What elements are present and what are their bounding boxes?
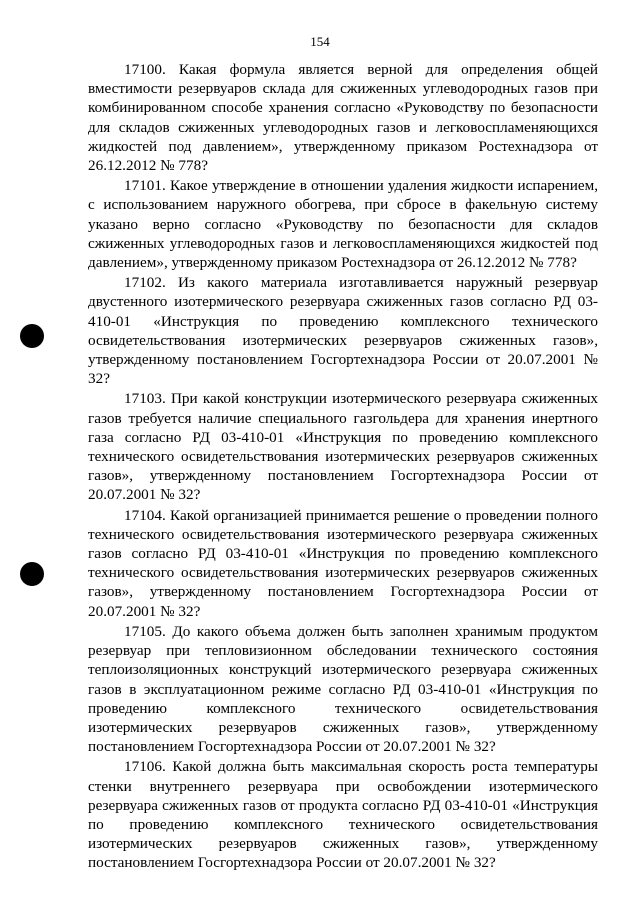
punch-hole-bottom	[20, 562, 44, 586]
question-list	[88, 60, 598, 874]
question-17102: 17102. Из какого материала изготавливается наружный резервуар двустенного изотермического резервуара сжиженных газов согласно РД 03-410-01 «Инструкция по проведению комплексного технического освидетельствования изотермических резервуаров сжиженных газов», утвержденному постановлением Госгортехнадзора России от 20.07.2001 № 32?	[88, 274, 598, 388]
question-17104: 17104. Какой организацией принимается решение о проведении полного технического освидетельствования изотермического резервуара сжиженных газов согласно РД 03-410-01 «Инструкция по проведению комплексного технического освидетельствования изотермических резервуаров сжиженных газов», утвержденному постановлением Госгортехнадзора России от 20.07.2001 № 32?	[88, 506, 598, 620]
page-number: 154	[310, 34, 330, 49]
question-17105: 17105. До какого объема должен быть заполнен хранимым продуктом резервуар при тепловизионном обследовании технического состояния теплоизоляционных конструкций изотермического резервуара сжиженных газов в эксплуатационном режиме согласно РД 03-410-01 «Инструкция по проведению комплексного технического освидетельствования изотермических резервуаров сжиженных газов», утвержденному постановлением Госгортехнадзора России от 20.07.2001 № 32?	[88, 622, 598, 756]
question-17106: 17106. Какой должна быть максимальная скорость роста температуры стенки внутреннего резервуара при освобождении изотермического резервуара сжиженных газов от продукта согласно РД 03-410-01 «Инструкция по проведению комплексного технического освидетельствования изотермических резервуаров сжиженных газов», утвержденному постановлением Госгортехнадзора России от 20.07.2001 № 32?	[88, 758, 598, 872]
question-17103: 17103. При какой конструкции изотермического резервуара сжиженных газов требуется наличие специального газгольдера для хранения инертного газа согласно РД 03-410-01 «Инструкция по проведению комплексного технического освидетельствования изотермических резервуаров сжиженных газов», утвержденному постановлением Госгортехнадзора России от 20.07.2001 № 32?	[88, 390, 598, 504]
punch-hole-top	[20, 324, 44, 348]
question-17101: 17101. Какое утверждение в отношении удаления жидкости испарением, с использованием наружного обогрева, при сбросе в факельную систему указано верно согласно «Руководству по безопасности для складов сжиженных углеводородных газов и легковоспламеняющихся жидкостей под давлением», утвержденному приказом Ростехнадзора от 26.12.2012 № 778?	[88, 177, 598, 272]
question-17100: 17100. Какая формула является верной для определения общей вместимости резервуаров склада для сжиженных углеводородных газов при комбинированном способе хранения согласно «Руководству по безопасности для складов сжиженных углеводородных газов и легковоспламеняющихся жидкостей под давлением», утвержденному приказом Ростехнадзора от 26.12.2012 № 778?	[88, 61, 598, 175]
